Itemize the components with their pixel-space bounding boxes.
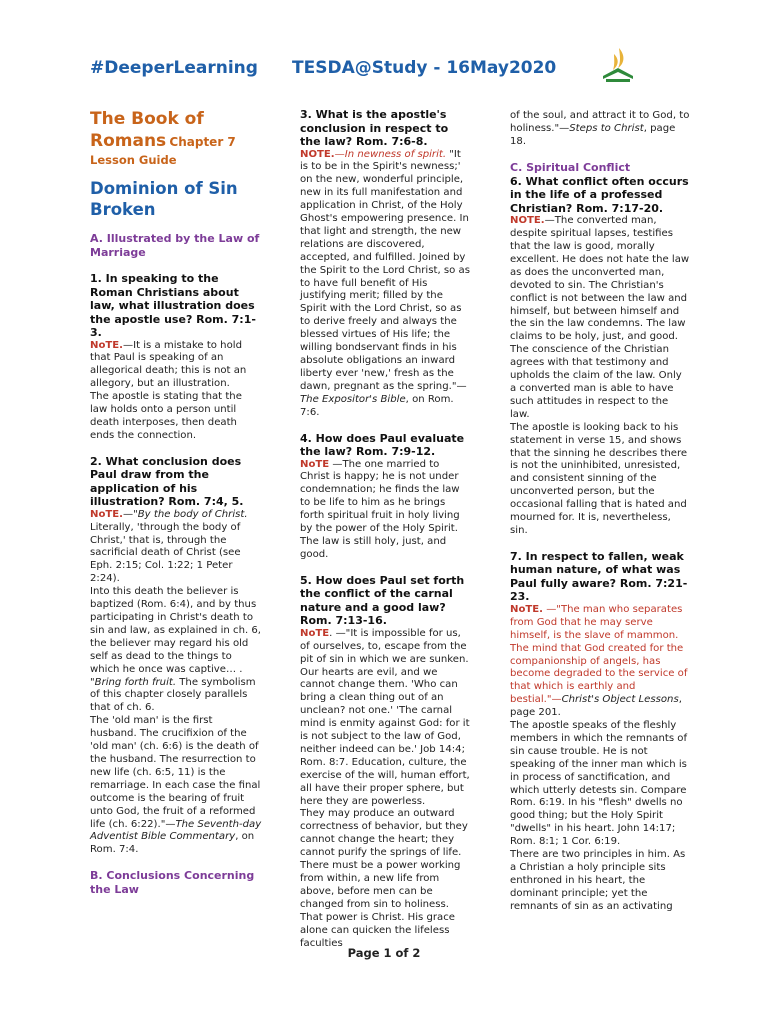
book-title: The Book of xyxy=(90,109,204,129)
q1-note: NoTE.—It is a mistake to hold that Paul is speaking of an allegorical death; this is not an allegory, but an illustration. xyxy=(90,339,247,390)
continued-text: of the soul, and attract it to God, to holiness."—Steps to Christ, page 18. xyxy=(510,110,690,147)
q7-note: NoTE. —"The man who separates from God that he may serve himself, is the slave of mammon. The mind that God created for the companionship of angels, has become degraded to the service of that which is earthly and bestial."—Christ's Object Lessons, page 201. xyxy=(510,603,688,719)
q2-paragraph-2: Into this death the believer is baptized (Rom. 6:4), and by thus participating in Christ's death to sin and law, as explained in ch. 6, the believer may regard his old self as dead to the things to which he once was captive… . xyxy=(90,586,262,675)
q2-paragraph-3: "Bring forth fruit. The symbolism of this chapter closely parallels that of ch. 6. xyxy=(90,676,256,714)
study-date-heading: TESDA@Study - 16May2020 xyxy=(292,58,557,78)
page-number: Page 1 of 2 xyxy=(347,946,421,960)
book-romans: Romans xyxy=(90,131,167,151)
q7-paragraph-2: The apostle speaks of the fleshly members in which the remnants of sin cause trouble. He is not speaking of the inner man which is in process of sanctification, and which utterly detests sin. Compare Rom. 6:19. In his "flesh" dwells no good thing; but the Holy Spirit "dwells" in his heart. John 14:17; Rom. 8:1; 1 Cor. 6:19. xyxy=(510,720,688,848)
section-a-heading: A. Illustrated by the Law of Marriage xyxy=(90,232,260,259)
hashtag-heading: #DeeperLearning xyxy=(90,58,258,78)
book-title-line-2 xyxy=(90,130,262,152)
q5-note: NoTE. —"It is impossible for us, of ourselves, to, escape from the pit of sin in which we are sunken. Our hearts are evil, and we cannot change them. 'Who can bring a clean thing out of an unclean? not one.' 'The carnal mind is enmity against God: for it is not subject to the law of God, neither indeed can be.' Job 14:4; Rom. 8:7. Education, culture, the exercise of the will, human effort, all have their proper sphere, but here they are powerless. xyxy=(300,627,470,807)
q6-paragraph: The apostle is looking back to his statement in verse 15, and shows that the sinning he describes there is not the uninhibited, unresisted, and consistent sinning of the unconverted person, but the occasional falling that is hated and mourned for. It is, nevertheless, sin. xyxy=(510,421,688,536)
lesson-guide-label: Lesson Guide xyxy=(90,153,177,167)
question-3: 3. What is the apostle's conclusion in respect to the law? Rom. 7:6-8. xyxy=(300,108,449,148)
church-flame-logo-icon xyxy=(600,46,636,86)
question-4: 4. How does Paul evaluate the law? Rom. 7:9-12. xyxy=(300,431,465,459)
q3-note: NOTE.—In newness of spirit. "It is to be in the Spirit's newness;' on the new, wonderful principle, new in its full manifestation and application in Christ, of the Holy Ghost's empowering presence. In that light and strength, the new relations are discovered, accepted, and fulfilled. Joined by the Spirit to the Lord Christ, so as to have full benefit of His justifying merit; filled by the Spirit with the Lord Christ, so as to derive freely and always the blessed virtues of His life; the willing bondservant finds in his absolute obligations an inward liberty ever 'new,' fresh as the dawn, pregnant as the spring."—The Expositor's Bible, on Rom. 7:6. xyxy=(300,148,470,418)
question-6: 6. What conflict often occurs in the life of a professed Christian? Rom. 7:17-20. xyxy=(510,174,689,215)
q5-paragraph: They may produce an outward correctness of behavior, but they cannot change the heart; they cannot purify the springs of life. There must be a power working from within, a new life from above, before men can be changed from sin to holiness. That power is Christ. His grace alone can quicken the lifeless faculties xyxy=(300,808,468,949)
question-1: 1. In speaking to the Roman Christians about law, what illustration does the apostle use? Rom. 7:1-3. xyxy=(90,272,256,339)
question-5: 5. How does Paul set forth the conflict of the carnal nature and a good law? Rom. 7:13-16. xyxy=(300,573,465,628)
chapter-label: Chapter 7 xyxy=(169,135,236,149)
question-7: 7. In respect to fallen, weak human nature, of what was Paul fully aware? Rom. 7:21-23. xyxy=(510,549,688,604)
q4-note: NoTE —The one married to Christ is happy; he is not under condemnation; he finds the law to be life to him as he brings forth spiritual fruit in holy living by the power of the Holy Spirit. The law is still holy, just, and good. xyxy=(300,458,460,560)
q6-note: NOTE.—The converted man, despite spiritual lapses, testifies that the law is good, morally excellent. He does not hate the law as does the unconverted man, devoted to sin. The Christian's conflict is not between the law and himself, but between himself and the sin the law condemns. The law claims to be holy, just, and good. The conscience of the Christian agrees with that testimony and upholds the claim of the law. Only a converted man is able to have such attitudes in respect to the law. xyxy=(510,215,690,420)
q7-paragraph-3: There are two principles in him. As a Christian a holy principle sits enthroned in his heart, the dominant principle; yet the remnants of sin as an activating xyxy=(510,849,686,912)
topic-title: Dominion of Sin Broken xyxy=(90,179,238,219)
q2-note: NoTE.—"By the body of Christ. Literally, 'through the body of Christ,' that is, through the sacrificial death of Christ (see Eph. 2:15; Col. 1:22; 1 Peter 2:24). xyxy=(90,508,248,585)
q2-paragraph-4: The 'old man' is the first husband. The crucifixion of the 'old man' (ch. 6:6) is the death of the husband. The resurrection to new life (ch. 6:5, 11) is the remarriage. In each case the final outcome is the bearing of fruit unto God, the fruit of a reformed life (ch. 6:22)."—The Seventh-day Adventist Bible Commentary, on Rom. 7:4. xyxy=(90,715,262,856)
column-3 xyxy=(510,110,690,914)
column-1 xyxy=(90,108,262,897)
q1-paragraph: The apostle is stating that the law holds onto a person until death interposes, then death ends the connection. xyxy=(90,391,242,441)
section-b-heading: B. Conclusions Concerning the Law xyxy=(90,869,255,897)
question-2: 2. What conclusion does Paul draw from the application of his illustration? Rom. 7:4, 5. xyxy=(90,454,244,509)
column-2 xyxy=(300,108,472,950)
section-c-heading: C. Spiritual Conflict xyxy=(510,160,631,174)
